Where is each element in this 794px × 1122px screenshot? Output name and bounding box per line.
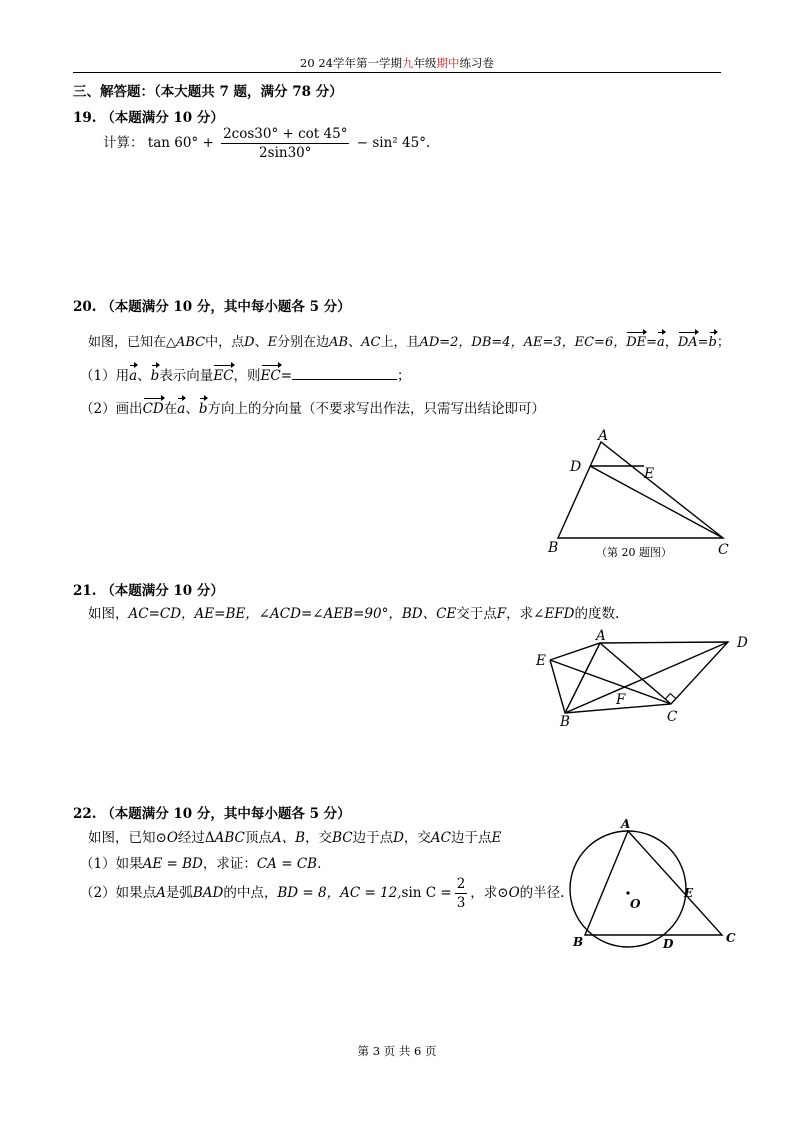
q22-p2-sin: sin C = — [401, 885, 452, 901]
q22-text: 如图，已知⊙ — [88, 830, 167, 846]
q22-p2-circle-o: O — [508, 885, 520, 901]
q21-stem — [88, 602, 619, 622]
footer-page-number: 3 — [372, 1044, 381, 1058]
q19-points: （本题满分 10 分） — [101, 110, 224, 126]
q22-number: 22. — [73, 806, 97, 822]
q22-p2-text: ，求⊙ — [470, 885, 509, 901]
q22-center-dot — [626, 891, 629, 894]
q20-p2-text: 在 — [163, 401, 178, 417]
q20-text: = — [697, 335, 709, 350]
q22-p2-text: 是弧 — [165, 885, 193, 901]
q20-text: 上，且 — [380, 335, 420, 350]
q22-part1 — [80, 852, 321, 872]
q22-label-o: O — [630, 897, 641, 911]
q22-p1-text: （1）如果 — [80, 856, 143, 872]
q22-point-e: E — [491, 830, 502, 846]
q20-side-ac: AC — [361, 335, 381, 350]
q21-label-a: A — [596, 628, 606, 644]
q20-p1-vector-ec: EC — [260, 368, 281, 384]
q21-label-f: F — [616, 692, 626, 708]
q20-p2-vector-b: b — [198, 401, 208, 417]
q22-p1-goal: CA = CB — [256, 856, 318, 872]
q22-p2-text: （2）如果点 — [80, 885, 157, 901]
q20-p1-text: ，则 — [233, 368, 261, 384]
q20-p2-vector-a: a — [177, 401, 186, 417]
q20-conditions: AD=2，DB=4，AE=3，EC=6， — [419, 335, 627, 350]
q22-text: 顶点 — [244, 830, 272, 846]
q20-stem — [88, 331, 730, 350]
q22-p2-denominator: 3 — [456, 895, 466, 911]
q21-conditions: AC=CD，AE=BE，∠ACD=∠AEB=90°，BD、CE — [128, 606, 457, 622]
q20-label-e: E — [644, 466, 655, 482]
q22-triangle-abc: ABC — [214, 830, 245, 846]
header-text: 20 24学年第一学期 — [300, 56, 402, 70]
q22-label-d: D — [663, 937, 674, 951]
q20-p1-text: （1）用 — [80, 368, 130, 384]
q20-answer-blank[interactable] — [292, 367, 397, 380]
q21-text: ，求∠ — [506, 606, 545, 622]
q19-heading — [73, 106, 224, 126]
q20-points: （本题满分 10 分，其中每小题各 5 分） — [101, 299, 351, 315]
q20-part1 — [80, 364, 411, 384]
q20-p1-vector-a: a — [129, 368, 138, 384]
q21-number: 21. — [73, 583, 97, 599]
q20-label-a: A — [598, 428, 609, 444]
q22-p2-fraction — [455, 876, 468, 911]
q21-figure — [530, 625, 760, 733]
q20-p1-text: ； — [397, 368, 411, 384]
q21-label-d: D — [737, 635, 748, 651]
header-rule — [73, 72, 721, 73]
q21-text: 交于点 — [456, 606, 497, 622]
q22-p1-condition: AE = BD — [142, 856, 203, 872]
q19-expression — [103, 126, 430, 161]
q22-figure — [560, 815, 750, 955]
q20-p1-vector-b: b — [150, 368, 160, 384]
q19-number: 19. — [73, 110, 97, 126]
q19-numerator: 2cos30° + cot 45° — [223, 126, 348, 142]
q20-heading — [73, 295, 351, 315]
q20-text: 中，点 — [205, 335, 245, 350]
q22-part2 — [80, 876, 564, 911]
q20-text: 、 — [254, 335, 268, 350]
q22-stem — [88, 826, 501, 846]
q22-p1-text: ，求证： — [202, 856, 257, 872]
q22-p2-arc-bad: BAD — [192, 885, 224, 901]
q22-label-b: B — [573, 935, 584, 949]
q20-vector-a: a — [657, 335, 665, 350]
page-header — [0, 55, 794, 71]
q20-p1-text: 、 — [137, 368, 151, 384]
q20-text: 、 — [348, 335, 362, 350]
q20-abc: ABC — [176, 335, 206, 350]
q21-angle-efd: EFD — [544, 606, 575, 622]
q20-point-d: D — [244, 335, 255, 350]
q22-text: 边于点 — [451, 830, 492, 846]
header-red-term: 期中 — [436, 56, 460, 70]
q22-p1-text: . — [317, 856, 322, 872]
footer-text: 第 — [357, 1044, 370, 1058]
q22-label-a: A — [621, 817, 631, 831]
q20-text: ； — [716, 335, 730, 350]
header-red-grade: 九 — [401, 56, 414, 70]
q20-point-e: E — [267, 335, 278, 350]
q21-label-e: E — [536, 653, 546, 669]
q20-label-c: C — [718, 542, 729, 558]
q21-label-b: B — [560, 714, 570, 730]
q19-denominator: 2sin30° — [259, 145, 312, 161]
q21-text: 如图， — [88, 606, 129, 622]
q22-text: ，交 — [305, 830, 333, 846]
q22-side-bc: BC — [332, 830, 353, 846]
q22-text: ，交 — [403, 830, 431, 846]
q21-label-c: C — [667, 709, 678, 725]
q20-p2-text: 、 — [185, 401, 199, 417]
q20-label-b: B — [548, 540, 559, 556]
q19-lead: 计算： — [103, 135, 144, 151]
q20-figure — [540, 428, 740, 563]
q20-side-ab: AB — [329, 335, 349, 350]
q20-p1-text: 表示向量 — [159, 368, 214, 384]
q22-p2-conditions: BD = 8，AC = 12, — [277, 885, 402, 901]
section-title: 三、解答题：（本大题共 7 题，满分 78 分） — [73, 84, 343, 100]
q21-heading — [73, 579, 224, 599]
q22-point-d: D — [393, 830, 404, 846]
q22-points: （本题满分 10 分，其中每小题各 5 分） — [101, 806, 351, 822]
q20-part2 — [80, 397, 545, 417]
page-footer — [0, 1043, 794, 1059]
q21-points: （本题满分 10 分） — [101, 583, 224, 599]
q21-point-f: F — [496, 606, 507, 622]
q20-vector-da: DA — [677, 335, 698, 350]
q20-p1-text: = — [280, 368, 292, 384]
q20-vector-b: b — [708, 335, 717, 350]
q19-fraction — [221, 126, 349, 161]
header-text: 练习卷 — [459, 56, 494, 70]
q19-term1: tan 60° + — [147, 135, 214, 151]
q20-text: 如图，已知在△ — [88, 335, 176, 350]
q22-p2-point-a: A — [156, 885, 166, 901]
q20-number: 20. — [73, 299, 97, 315]
q20-p2-vector-cd: CD — [142, 401, 164, 417]
q20-vector-de: DE — [626, 335, 647, 350]
q20-p2-text: （2）画出 — [80, 401, 143, 417]
header-text: 年级 — [413, 56, 437, 70]
q20-label-d: D — [570, 459, 582, 475]
q20-p2-text: 方向上的分向量（不要求写出作法，只需写出结论即可） — [207, 401, 545, 417]
footer-text: 页 共 6 页 — [383, 1044, 437, 1058]
q20-text: ， — [664, 335, 678, 350]
q19-tail: − sin² 45°. — [356, 135, 431, 151]
q22-circle-o: O — [166, 830, 178, 846]
q22-p2-text: 的半径. — [519, 885, 565, 901]
q22-p2-numerator: 2 — [456, 876, 466, 892]
q22-label-e: E — [684, 886, 694, 900]
q22-text: 边于点 — [352, 830, 394, 846]
q20-p1-vector-ec: EC — [213, 368, 234, 384]
q20-text: = — [646, 335, 658, 350]
q22-side-ac: AC — [430, 830, 451, 846]
q22-label-c: C — [726, 931, 736, 945]
q20-text: 分别在边 — [277, 335, 330, 350]
q20-figure-caption: （第 20 题图） — [596, 546, 672, 559]
q22-vertices: A、B — [271, 830, 306, 846]
q22-p2-text: 的中点， — [223, 885, 278, 901]
q22-heading — [73, 802, 351, 822]
q22-text: 经过Δ — [177, 830, 215, 846]
q21-text: 的度数. — [574, 606, 620, 622]
